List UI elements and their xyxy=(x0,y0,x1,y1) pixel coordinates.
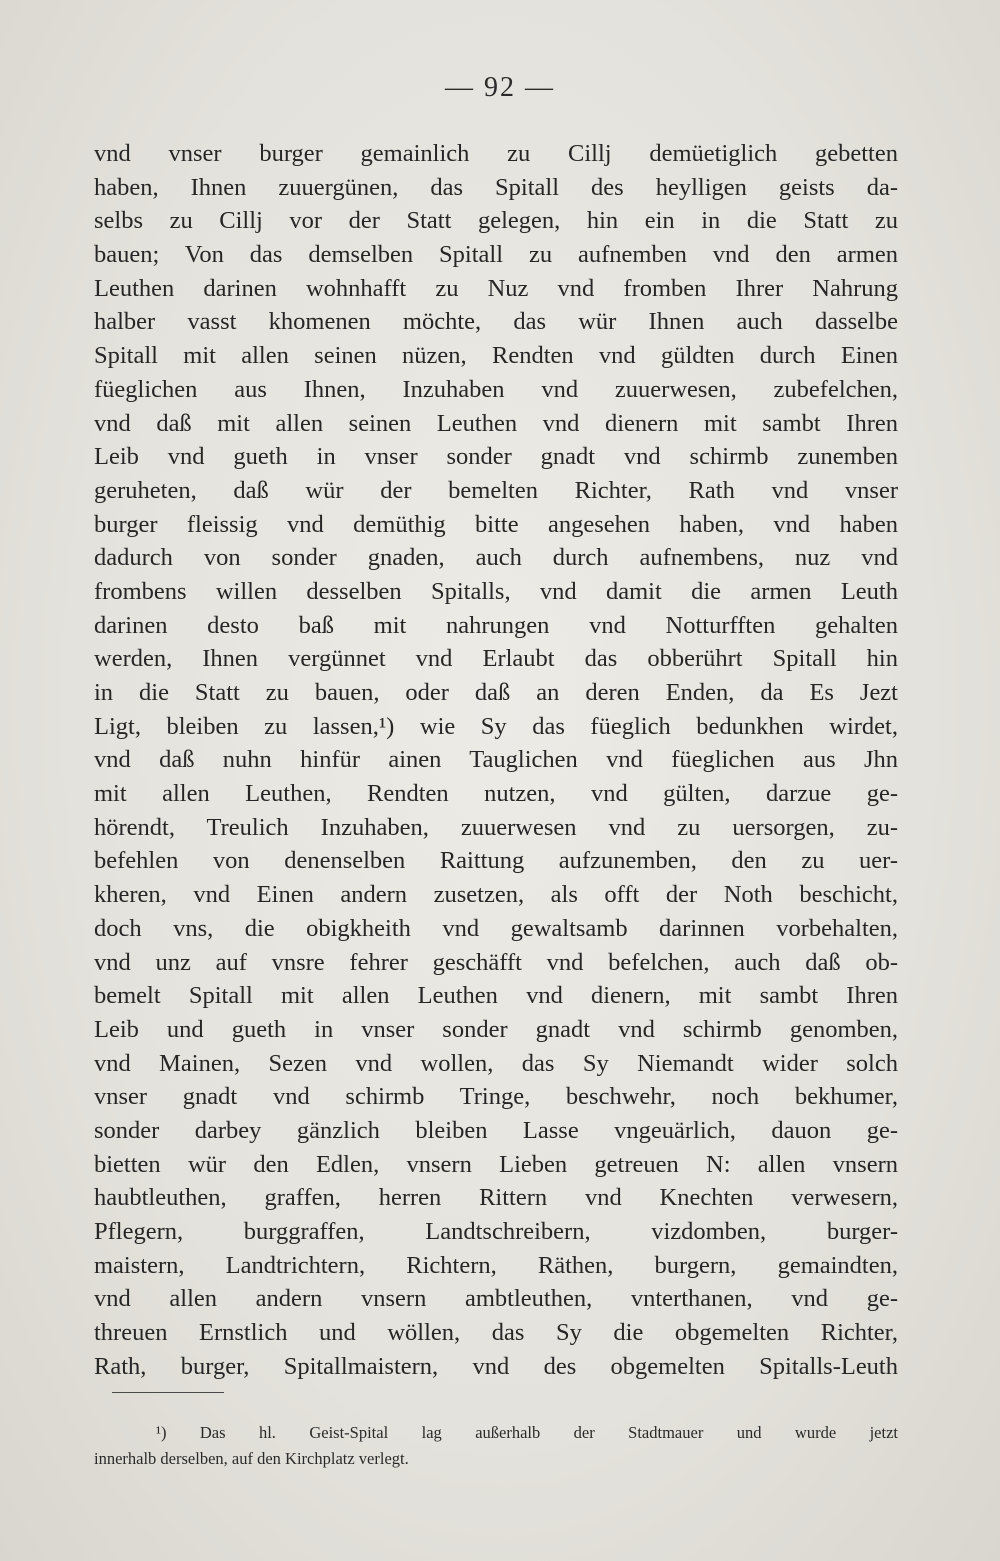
text-line: darinen desto baß mit nahrungen vnd Notturfften gehalten xyxy=(94,611,898,639)
text-line: mit allen Leuthen, Rendten nutzen, vnd gülten, darzue ge- xyxy=(94,780,898,808)
text-line: vnd daß mit allen seinen Leuthen vnd dienern mit sambt Ihren xyxy=(94,409,898,437)
text-line: Leib vnd gueth in vnser sonder gnadt vnd schirmb zunemben xyxy=(94,443,898,471)
text-line: befehlen von denenselben Raittung aufzunemben, den zu uer- xyxy=(94,847,898,875)
text-line: doch vns, die obigkheith vnd gewaltsamb darinnen vorbehalten, xyxy=(94,914,898,942)
text-line: vnd allen andern vnsern ambtleuthen, vnterthanen, vnd ge- xyxy=(94,1285,898,1313)
text-line: threuen Ernstlich und wöllen, das Sy die obgemelten Richter, xyxy=(94,1319,898,1347)
text-line: haben, Ihnen zuuergünen, das Spitall des heylligen geists da- xyxy=(94,173,898,201)
text-line: werden, Ihnen vergünnet vnd Erlaubt das obberührt Spitall hin xyxy=(94,645,898,673)
text-line: maistern, Landtrichtern, Richtern, Räthen, burgern, gemaindten, xyxy=(94,1251,898,1279)
text-line: bemelt Spitall mit allen Leuthen vnd dienern, mit sambt Ihren xyxy=(94,982,898,1010)
text-line: hörendt, Treulich Inzuhaben, zuuerwesen vnd zu uersorgen, zu- xyxy=(94,813,898,841)
text-line: Ligt, bleiben zu lassen,¹) wie Sy das füeglich bedunkhen wirdet, xyxy=(94,712,898,740)
text-line: frombens willen desselben Spitalls, vnd damit die armen Leuth xyxy=(94,577,898,605)
body-text xyxy=(94,137,898,1383)
text-line: vnser gnadt vnd schirmb Tringe, beschwehr, noch bekhumer, xyxy=(94,1083,898,1111)
text-line: kheren, vnd Einen andern zusetzen, als offt der Noth beschicht, xyxy=(94,881,898,909)
text-line: Spitall mit allen seinen nüzen, Rendten vnd güldten durch Einen xyxy=(94,342,898,370)
text-line: Leuthen darinen wohnhafft zu Nuz vnd fromben Ihrer Nahrung xyxy=(94,274,898,302)
text-line: haubtleuthen, graffen, herren Rittern vnd Knechten verwesern, xyxy=(94,1184,898,1212)
text-line: Pflegern, burggraffen, Landtschreibern, vizdomben, burger- xyxy=(94,1218,898,1245)
text-line: vnd vnser burger gemainlich zu Cillj demüetiglich gebetten xyxy=(94,140,898,167)
text-line: bauen; Von das demselben Spitall zu aufnemben vnd den armen xyxy=(94,241,898,269)
text-line: Leib und gueth in vnser sonder gnadt vnd schirmb genomben, xyxy=(94,1015,898,1043)
footnote-line: ¹) Das hl. Geist-Spital lag außerhalb der Stadtmauer und wurde jetzt xyxy=(156,1423,898,1442)
text-line: Rath, burger, Spitallmaistern, vnd des obgemelten Spitalls-Leuth xyxy=(94,1352,898,1380)
text-line: geruheten, daß wür der bemelten Richter, Rath vnd vnser xyxy=(94,476,898,504)
footnote-line: innerhalb derselben, auf den Kirchplatz verlegt. xyxy=(94,1449,409,1468)
text-line: füeglichen aus Ihnen, Inzuhaben vnd zuuerwesen, zubefelchen, xyxy=(94,375,898,403)
text-line: vnd Mainen, Sezen vnd wollen, das Sy Niemandt wider solch xyxy=(94,1049,898,1077)
page-number: — 92 — xyxy=(445,72,555,103)
footnotes xyxy=(94,1420,898,1472)
text-line: bietten wür den Edlen, vnsern Lieben getreuen N: allen vnsern xyxy=(94,1150,898,1178)
footnote-separator xyxy=(112,1392,224,1393)
text-line: selbs zu Cillj vor der Statt gelegen, hin ein in die Statt zu xyxy=(94,207,898,235)
text-line: vnd unz auf vnsre fehrer geschäfft vnd befelchen, auch daß ob- xyxy=(94,948,898,976)
text-line: burger fleissig vnd demüthig bitte angesehen haben, vnd haben xyxy=(94,510,898,538)
text-line: dadurch von sonder gnaden, auch durch aufnembens, nuz vnd xyxy=(94,544,898,572)
text-line: in die Statt zu bauen, oder daß an deren Enden, da Es Jezt xyxy=(94,679,898,706)
text-line: sonder darbey gänzlich bleiben Lasse vngeuärlich, dauon ge- xyxy=(94,1116,898,1144)
text-line: vnd daß nuhn hinfür ainen Tauglichen vnd füeglichen aus Jhn xyxy=(94,746,898,774)
text-line: halber vasst khomenen möchte, das wür Ihnen auch dasselbe xyxy=(94,308,898,336)
